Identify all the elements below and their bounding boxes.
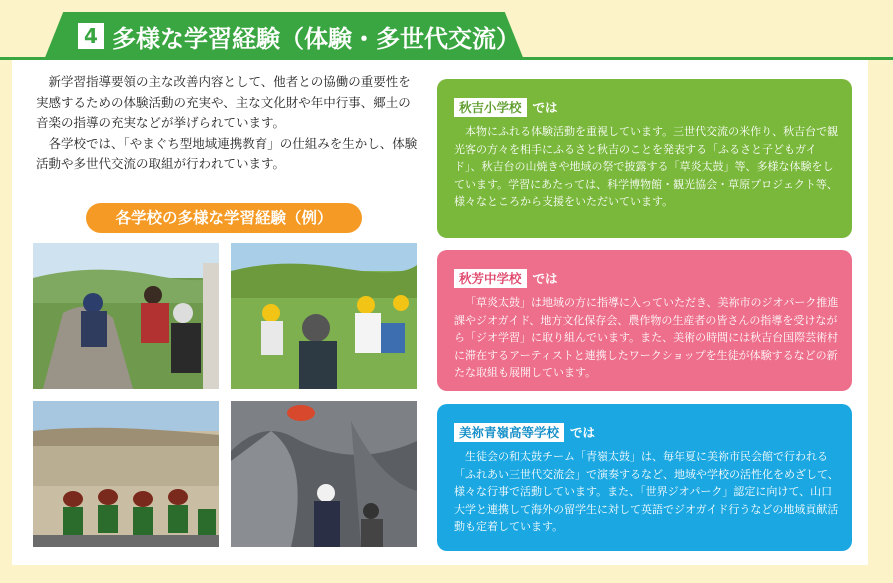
photo-cave [231,401,417,547]
school-card-akiyoshi-elementary [437,79,852,238]
school-description: 生徒会の和太鼓チーム「青嶺太鼓」は、毎年夏に美祢市民会館で行われる「ふれあい三世代交流会」で演奏するなど、地域や学校の活性化をめざして、様々な行事で活動しています。また、「世界ジオパーク」認定に向けて、山口大学と連携して海外の留学生に対して英語でジオガイド行うなどの地域貢献活動も定着しています。 [454,450,839,533]
school-description: 「草炎太鼓」は地域の方に指導に入っていただき、美祢市のジオパーク推進課やジオガイド、地方文化保存会、農作物の生産者の皆さんの指導を受けながら「ジオ学習」に取り組んでいます。また、美術の時間には秋吉台国際芸術村に滞在するアーティストと連携したワークショップを生徒が体験するなどの新たな取組も展開しています。 [454,296,839,379]
section-title: 多様な学習経験（体験・多世代交流） [112,25,520,53]
examples-label: 各学校の多様な学習経験（例） [86,203,362,233]
school-name: 秋吉小学校 [454,98,527,117]
school-card-shuho-junior-high [437,250,852,391]
school-name: 秋芳中学校 [454,269,527,288]
school-name-suffix: では [532,271,558,286]
photo-rock-study [33,243,219,389]
school-name-suffix: では [532,100,558,115]
intro-text [36,72,422,175]
school-description: 本物にふれる体験活動を重視しています。三世代交流の米作り、秋吉台で観光客の方々を相手にふるさと秋吉のことを発表する「ふるさと子どもガイド」、秋吉台の山焼きや地域の祭で披露する「草炎太鼓」等、多様な体験をしています。学習にあたっては、科学博物館・観光協会・草原プロジェクト等、様々なところから支援をいただいています。 [454,125,839,208]
section-number-badge: 4 [78,23,104,49]
school-name-suffix: では [570,425,596,440]
school-name: 美祢青嶺高等学校 [454,423,564,442]
photo-taiko-performance [33,401,219,547]
school-card-mine-seiryo-high [437,404,852,551]
intro-paragraph-2: 各学校では、「やまぐち型地域連携教育」の仕組みを生かし、体験活動や多世代交流の取組が行われています。 [36,135,418,171]
photo-plateau-hike [231,243,417,389]
intro-paragraph-1: 新学習指導要領の主な改善内容として、他者との協働の重要性を実感するための体験活動の充実や、主な文化財や年中行事、郷土の音楽の指導の充実などが挙げられています。 [36,74,411,130]
